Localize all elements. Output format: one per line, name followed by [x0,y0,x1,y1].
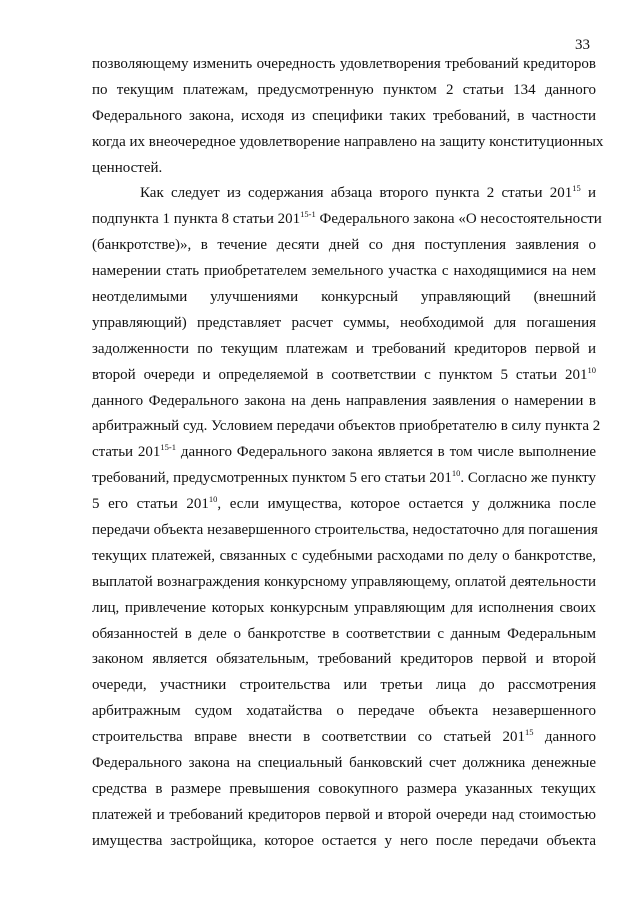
text-line: 5 его статьи $201^{10}$, если имущества, которое остается у должника после [92,494,596,513]
text-line: очереди, участники строительства или третьи лица до рассмотрения [92,677,596,694]
text-line: выплатой вознаграждения конкурсному управляющему, оплатой деятельности [92,573,596,590]
text-line: текущих платежей, связанных с судебными расходами по делу о банкротстве, [92,547,596,564]
text-line: намерении стать приобретателем земельного участка с находящимися на нем [92,263,596,280]
text-line: строительства вправе внести в соответствии со статьей $201^{15}$ данного [92,727,596,746]
text-line: управляющий) представляет расчет суммы, необходимой для погашения [92,314,596,331]
text-line: подпункта 1 пункта 8 статьи 201$^{15-1}$ Федерального закона «О несостоятельности [92,209,602,228]
text-line: платежей и требований кредиторов первой и второй очереди над стоимостью [92,806,596,823]
text-line: обязанностей в деле о банкротстве в соответствии с данным Федеральным [92,625,596,642]
text-line: ценностей. [92,159,163,176]
text-line: арбитражным судом ходатайства о передаче объекта незавершенного [92,703,596,720]
text-line: статьи 201$^{15-1}$ данного Федерального закона является в том числе выполнение [92,442,597,461]
text-line: передачи объекта незавершенного строительства, недостаточно для погашения [92,522,598,539]
text-line: задолженности по текущим платежам и требований кредиторов первой и [92,340,596,357]
text-line: арбитражный суд. Условием передачи объектов приобретателю в силу пункта 2 [92,418,601,435]
text-line: законом является обязательным, требований кредиторов первой и второй [92,651,596,668]
text-line: Федерального закона на специальный банковский счет должника денежные [92,755,596,772]
text-line: данного Федерального закона на день направления заявления о намерении в [92,392,596,409]
text-line: второй очереди и определяемой в соответствии с пунктом 5 статьи $201^{10}$ [92,364,596,383]
body-text [92,52,604,855]
text-line: средства в размере превышения совокупного размера указанных текущих [92,780,596,797]
text-line: когда их внеочередное удовлетворение направлено на защиту конституционных [92,133,604,150]
text-line: Федерального закона, исходя из специфики таких требований, в частности [92,107,596,124]
text-line: позволяющему изменить очередность удовлетворения требований кредиторов [92,56,596,72]
text-line: (банкротстве)», в течение десяти дней со дня поступления заявления о [92,237,596,254]
text-line: по текущим платежам, предусмотренную пунктом 2 статьи 134 данного [92,81,596,98]
text-line: неотделимыми улучшениями конкурсный управляющий (внешний [92,289,596,306]
text-line: требований, предусмотренных пунктом 5 его статьи $201^{10}$. Согласно же пункту [92,468,596,487]
page-number: 33 [575,37,590,53]
text-line: лиц, привлечение которых конкурсным управляющим для исполнения своих [92,599,596,616]
text-line: Как следует из содержания абзаца второго пункта 2 статьи $201^{15}$ и [140,183,596,202]
text-line: имущества застройщика, которое остается у него после передачи объекта [92,832,596,849]
